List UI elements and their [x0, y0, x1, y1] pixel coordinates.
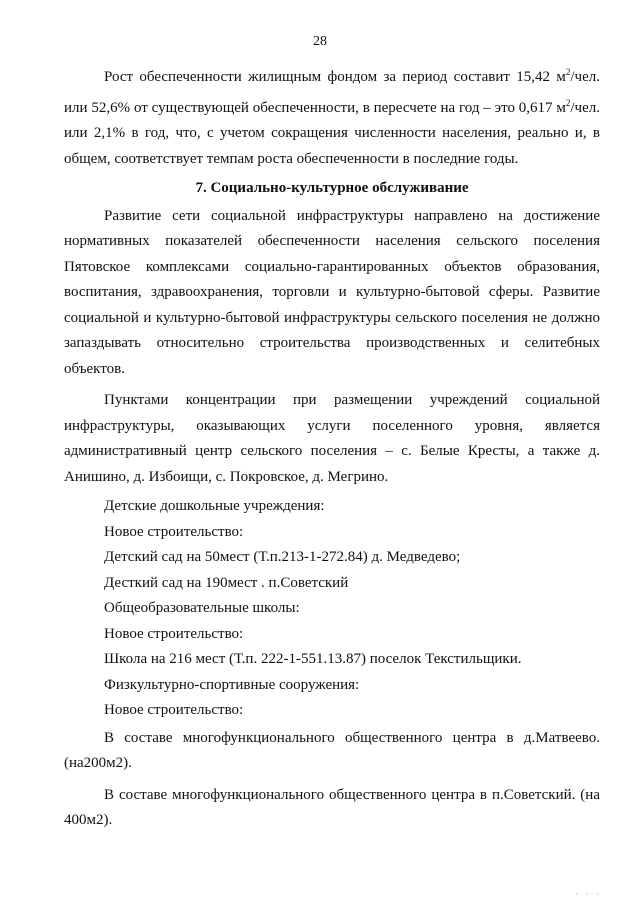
intro-paragraph: [64, 60, 600, 172]
intro-text-3: /чел. или 2,1% в год, что, с учетом сокращения численности населения, реально и, в общем, соответствует темпам роста обеспеченности в последние годы.: [64, 99, 600, 167]
page-number: 28: [313, 34, 327, 49]
intro-text-2: /чел. или 52,6% от существующей обеспеченности, в пересчете на год – это 0,617 м: [64, 69, 600, 116]
list-item: Новое строительство:: [104, 523, 244, 540]
list-item: Новое строительство:: [104, 702, 244, 718]
list-item: Десткий сад на 190мест . п.Советский: [104, 574, 349, 591]
document-body: [64, 60, 600, 834]
superscript-2: 2: [565, 97, 571, 108]
list-item: Школа на 216 мест (Т.п. 222-1-551.13.87) поселок Текстильщики.: [104, 651, 522, 667]
intro-text-1: Рост обеспеченности жилищным фондом за период составит 15,42 м: [104, 69, 566, 85]
scan-mark: · · ·: [575, 890, 602, 899]
construction-list: [64, 494, 600, 724]
list-item: Физкультурно-спортивные сооружения:: [104, 676, 360, 693]
list-item: Новое строительство:: [104, 625, 244, 642]
list-item: Общеобразовательные школы:: [104, 600, 300, 616]
section-title: Социально-культурное обслуживание: [210, 180, 469, 196]
section-number: 7.: [195, 180, 207, 196]
section-heading: [64, 176, 600, 202]
paragraph-concentration-points: Пунктами концентрации при размещении учреждений социальной инфраструктуры, оказывающих услуги поселенного уровня, является административный центр сельского поселения – с. Белые Кресты, а также д. Анишино, д. Избоищи, с. Покровское, д. Мегрино.: [64, 392, 600, 485]
list-item: Детский сад на 50мест (Т.п.213-1-272.84) д. Медведево;: [104, 549, 461, 565]
paragraph-infrastructure: Развитие сети социальной инфраструктуры направлено на достижение нормативных показателей обеспеченности населения сельского поселения Пятовское комплексами социально-гарантированных объектов образования, воспитания, здравоохранения, торговли и культурно-бытовой сферы. Развитие социальной и культурно-бытовой инфраструктуры сельского поселения не должно запаздывать относительно строительства производственных и селитебных объектов.: [64, 207, 600, 377]
closing-paragraph-matveevo: В составе многофункционального общественного центра в д.Матвеево. (на200м2).: [64, 729, 600, 771]
superscript-1: 2: [565, 67, 571, 77]
closing-paragraph-sovetsky: В составе многофункционального общественного центра в п.Советский. (на 400м2).: [64, 786, 600, 828]
list-item: Детские дошкольные учреждения:: [104, 498, 325, 514]
